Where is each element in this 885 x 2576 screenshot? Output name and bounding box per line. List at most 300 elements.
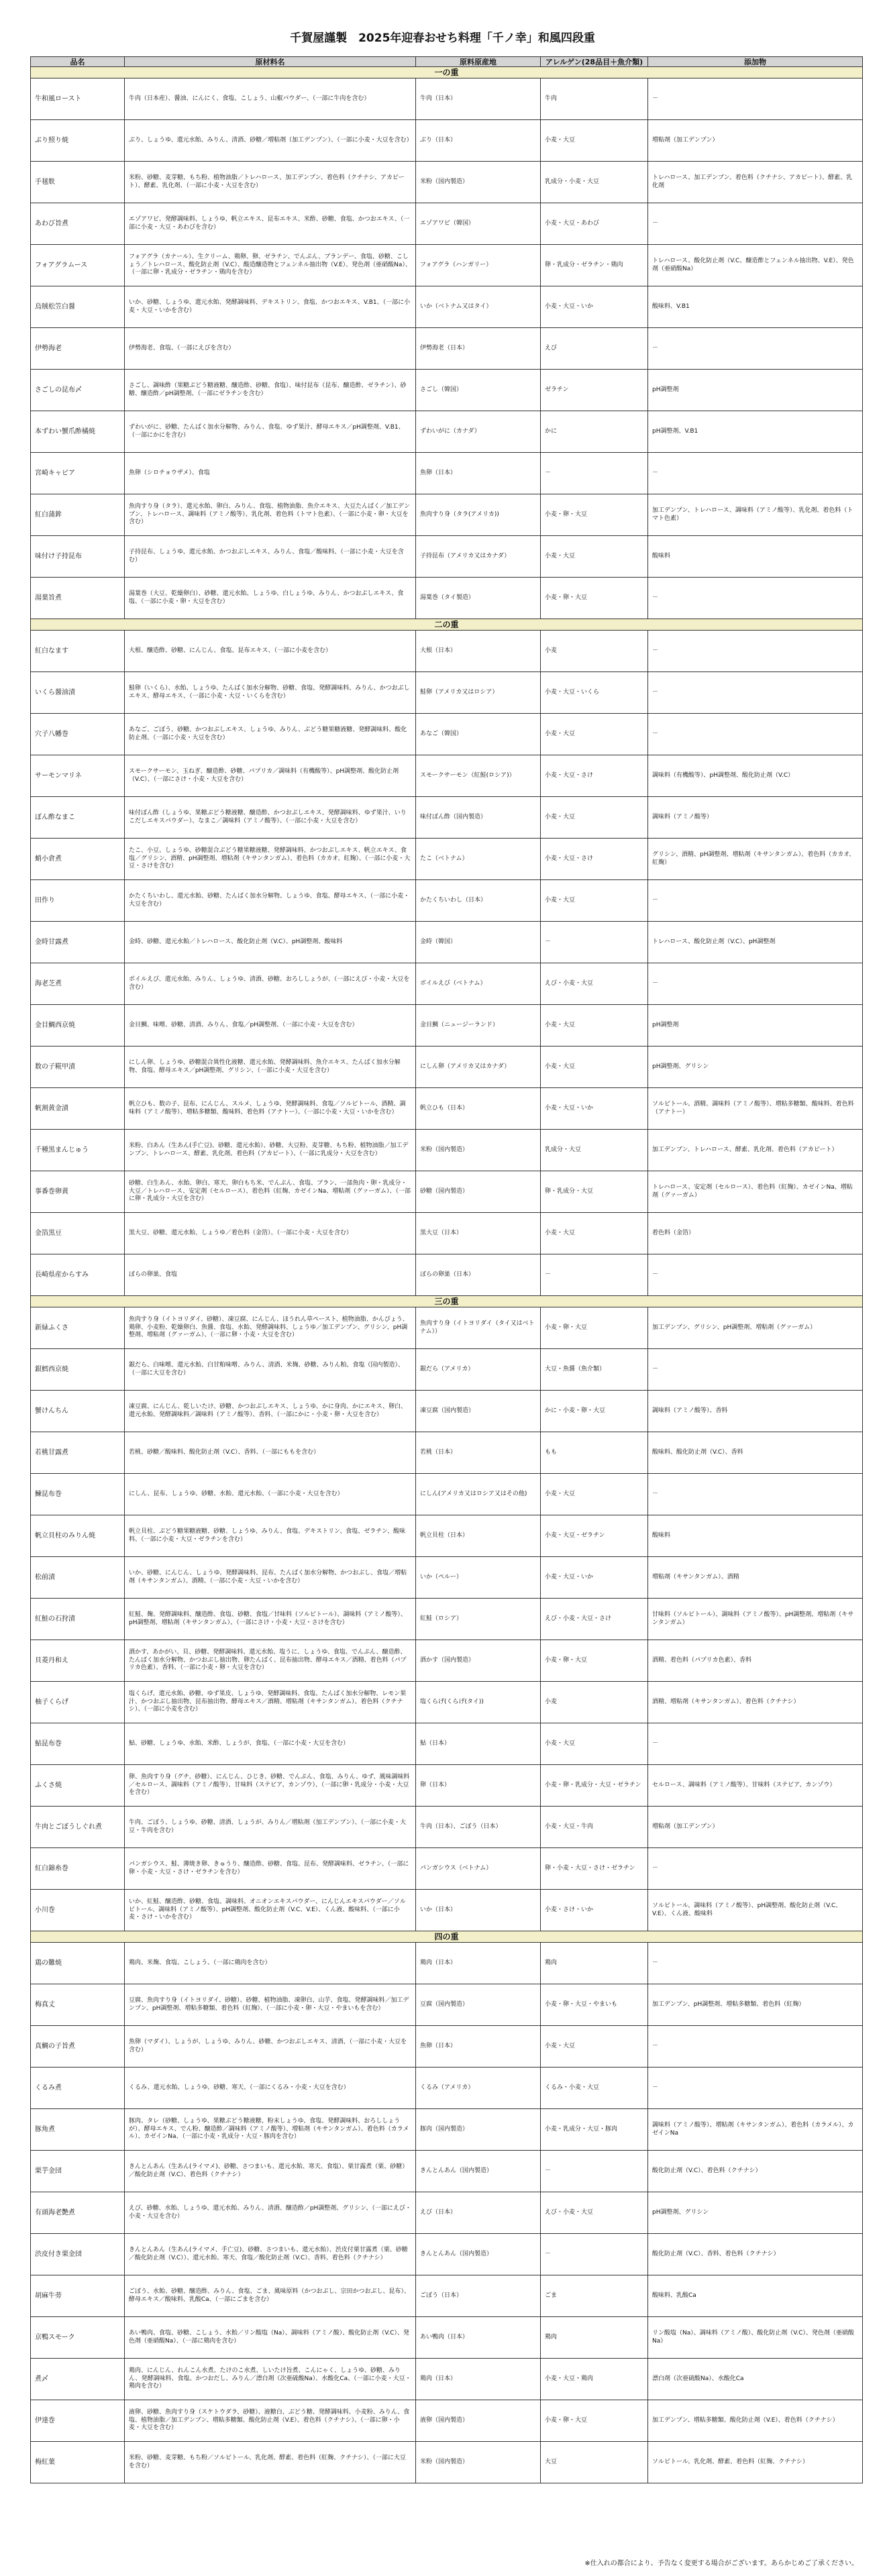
table-row [31,1474,863,1515]
cell-product-name: 栗芋金団 [31,2151,125,2192]
header-product-name: 品名 [31,57,125,67]
cell-allergens: 小麦・卵・大豆・やまいも [541,1984,648,2026]
cell-ingredients: 牛肉、ごぼう、しょうゆ、砂糖、清酒、しょうが、みりん／増粘剤（加工デンプン）、（一部に小麦・大豆・牛肉を含む） [125,1807,416,1848]
cell-origin: 紅鮭（ロシア） [416,1599,541,1640]
cell-additives: 加工デンプン、グリシン、pH調整剤、増粘剤（グァーガム） [648,1307,863,1349]
cell-ingredients: あなご、ごぼう、砂糖、かつおぶしエキス、しょうゆ、みりん、ぶどう糖果糖液糖、発酵調味料、酸化防止剤、（一部に小麦・大豆を含む） [125,714,416,755]
cell-ingredients: いか、砂糖、しょうゆ、還元水飴、発酵調味料、デキストリン、食塩、かつおエキス、V.B1、（一部に小麦・大豆・いかを含む） [125,286,416,328]
cell-allergens: 乳成分・小麦・大豆 [541,162,648,203]
table-row [31,411,863,453]
cell-allergens: 牛肉 [541,78,648,120]
cell-allergens: 小麦・大豆 [541,714,648,755]
cell-product-name: 本ずわい蟹爪酢橘焼 [31,411,125,453]
cell-additives: 加工デンプン、増粘多糖類、酸化防止剤（V.E）、着色料（クチナシ） [648,2400,863,2442]
cell-product-name: 梅真丈 [31,1984,125,2026]
table-row [31,1599,863,1640]
table-row [31,1130,863,1171]
cell-ingredients: エゾアワビ、発酵調味料、しょうゆ、帆立エキス、昆布エキス、米酢、砂糖、食塩、かつおエキス、（一部に小麦・大豆・あわびを含む） [125,203,416,245]
cell-ingredients: ボイルえび、還元水飴、みりん、しょうゆ、清酒、砂糖、おろししょうが、（一部にえび・小麦・大豆を含む） [125,963,416,1005]
cell-origin: 黒大豆（日本） [416,1213,541,1254]
cell-allergens: 卵・小麦・大豆・さけ・ゼラチン [541,1848,648,1890]
cell-additives: － [648,631,863,672]
cell-ingredients: いか、紅鮭、醸造酢、砂糖、食塩、調味料、オニオンエキスパウダー、にんじんエキスパウダー／ソルビトール、調味料（アミノ酸等）、pH調整剤、酸化防止剤（V.C、V.E）、くん液、酸味料、（一部に小麦・さけ・いかを含む） [125,1890,416,1931]
table-row [31,1046,863,1088]
cell-product-name: 田作り [31,880,125,922]
cell-allergens: えび・小麦・大豆 [541,2192,648,2234]
table-row [31,578,863,619]
table-row [31,1890,863,1931]
cell-additives: － [648,1474,863,1515]
header-ingredients: 原材料名 [125,57,416,67]
cell-allergens: えび・小麦・大豆・さけ [541,1599,648,1640]
cell-ingredients: 大根、醸造酢、砂糖、にんじん、食塩、昆布エキス、（一部に小麦を含む） [125,631,416,672]
cell-ingredients: ごぼう、水飴、砂糖、醸造酢、みりん、食塩、ごま、風味原料（かつおぶし、宗田かつおぶし、昆布）、酵母エキス／酸味料、乳酸Ca、（一部にごまを含む） [125,2275,416,2317]
header-additives: 添加物 [648,57,863,67]
cell-allergens: 小麦・大豆 [541,120,648,162]
cell-allergens: 小麦・大豆・いくら [541,672,648,714]
header-allergens: アレルゲン(28品目＋魚介類) [541,57,648,67]
cell-ingredients: きんとんあん（生あん(ライマメ)、砂糖、さつまいも、還元水飴、寒天、食塩）、栗甘露煮（栗、砂糖）／酸化防止剤（V.C）、着色料（クチナシ） [125,2151,416,2192]
cell-additives: pH調整剤、グリシン [648,2192,863,2234]
table-row [31,963,863,1005]
cell-additives: － [648,672,863,714]
cell-additives: pH調整剤、グリシン [648,1046,863,1088]
cell-allergens: くるみ・小麦・大豆 [541,2068,648,2109]
cell-ingredients: 砂糖、白生あん、水飴、卵白、寒天、卵白もち米、でんぷん、食塩、ブラン、一部魚肉・卵・乳成分・大豆／トレハロース、安定剤（セルロース）、着色料（紅麹、カゼインNa、増粘剤（グァーガム）、（一部に卵・乳成分・大豆を含む） [125,1171,416,1213]
table-row [31,453,863,494]
table-row [31,2234,863,2275]
cell-additives: － [648,2026,863,2068]
cell-ingredients: にしん卵、しょうゆ、砂糖混合異性化液糖、還元水飴、発酵調味料、魚介エキス、たんぱく加水分解物、食塩、酵母エキス／pH調整剤、グリシン、（一部に小麦・大豆を含む） [125,1046,416,1088]
cell-product-name: サーモンマリネ [31,755,125,797]
cell-additives: ソルビトール、調味料（アミノ酸等）、pH調整剤、酸化防止剤（V.C、V.E）、くん液、酸味料 [648,1890,863,1931]
table-row [31,2109,863,2151]
cell-allergens: 小麦 [541,631,648,672]
table-row [31,1984,863,2026]
cell-allergens: － [541,922,648,963]
cell-product-name: 有頭海老艶煮 [31,2192,125,2234]
cell-allergens: 大豆 [541,2442,648,2483]
cell-ingredients: 豆腐、魚肉すり身（イトヨリダイ、砂糖）、砂糖、植物油脂、凍卵白、山芋、食塩、発酵調味料／加工デンプン、pH調整剤、増粘多糖類、着色料（紅麹）、（一部に小麦・卵・大豆・やまいもを含む） [125,1984,416,2026]
cell-product-name: 紅白なます [31,631,125,672]
table-row [31,839,863,880]
cell-product-name: 胡麻牛蒡 [31,2275,125,2317]
cell-origin: いか（ベトナム又はタイ） [416,286,541,328]
cell-additives: 加工デンプン、トレハロース、酵素、乳化剤、着色料（アカビート） [648,1130,863,1171]
cell-ingredients: にしん、昆布、しょうゆ、砂糖、水飴、還元水飴、（一部に小麦・大豆を含む） [125,1474,416,1515]
cell-additives: 増粘剤（キサンタンガム）、酒精 [648,1557,863,1599]
cell-ingredients: 若桃、砂糖／酸味料、酸化防止剤（V.C）、香料、（一部にももを含む） [125,1432,416,1474]
table-row [31,714,863,755]
cell-allergens: ゼラチン [541,370,648,411]
cell-ingredients: 卵、魚肉すり身（グチ、砂糖）、にんじん、ひじき、砂糖、でんぷん、食塩、みりん、ゆず、風味調味料／セルロース、調味料（アミノ酸等）、甘味料（ステビア、カンゾウ）、（一部に卵・乳成分・小麦・大豆を含む） [125,1765,416,1807]
cell-origin: くるみ（アメリカ） [416,2068,541,2109]
cell-additives: － [648,880,863,922]
table-row [31,328,863,370]
cell-allergens: 小麦・大豆・ゼラチン [541,1515,648,1557]
table-row [31,1307,863,1349]
cell-ingredients: あい鴨肉、食塩、砂糖、こしょう、水飴／リン酸塩（Na）、調味料（アミノ酸）、酸化防止剤（V.C）、発色剤（亜硝酸Na）、（一部に鶏肉を含む） [125,2317,416,2359]
cell-allergens: 小麦・大豆 [541,1213,648,1254]
cell-allergens: 小麦・卵・大豆 [541,494,648,536]
cell-product-name: 梅紅葉 [31,2442,125,2483]
cell-ingredients: 牛肉（日本産）、醤油、にんにく、食塩、こしょう、山椒パウダー、（一部に牛肉を含む） [125,78,416,120]
table-row [31,2317,863,2359]
cell-product-name: 新緑ふくさ [31,1307,125,1349]
cell-origin: 魚肉すり身（タラ(アメリカ)) [416,494,541,536]
table-row [31,1088,863,1130]
cell-product-name: 帆立貝柱のみりん焼 [31,1515,125,1557]
cell-product-name: 手毬麩 [31,162,125,203]
table-row [31,1171,863,1213]
cell-ingredients: 黒大豆、砂糖、還元水飴、しょうゆ／着色料（金箔）、（一部に小麦・大豆を含む） [125,1213,416,1254]
cell-origin: きんとんあん（国内製造） [416,2234,541,2275]
cell-additives: ソルビトール、酒精、調味料（アミノ酸等）、増粘多糖類、酸味料、着色料（アナトー） [648,1088,863,1130]
cell-additives: 酸味料、酸化防止剤（V.C）、香料 [648,1432,863,1474]
cell-origin: エゾアワビ（韓国） [416,203,541,245]
section-label: 四の重 [31,1931,863,1943]
section-header-row [31,67,863,78]
table-row [31,797,863,839]
table-row [31,2151,863,2192]
cell-ingredients: 紅鮭、麹、発酵調味料、醸造酢、食塩、砂糖、食塩／甘味料（ソルビトール）、調味料（アミノ酸等）、pH調整剤、増粘剤（キサンタンガム）、（一部にさけ・小麦・大豆・さけを含む） [125,1599,416,1640]
cell-allergens: 小麦・大豆 [541,1723,648,1765]
cell-ingredients: 鶏肉、米麹、食塩、こしょう、（一部に鶏肉を含む） [125,1943,416,1984]
cell-allergens: 小麦・大豆 [541,1046,648,1088]
cell-additives: － [648,78,863,120]
table-row [31,1254,863,1296]
cell-additives: 加工デンプン、pH調整剤、増粘多糖類、着色料（紅麹） [648,1984,863,2026]
cell-product-name: 豚角煮 [31,2109,125,2151]
cell-origin: ぶり（日本） [416,120,541,162]
cell-ingredients: 液卵、砂糖、魚肉すり身（スケトウダラ、砂糖）、液糖白、ぶどう糖、発酵調味料、小麦粉、みりん、食塩、植物油脂／加工デンプン、増粘多糖類、酸化防止剤（V.E）、着色料（クチナシ）、（一部に卵・小麦・大豆を含む） [125,2400,416,2442]
cell-allergens: 小麦・卵・大豆 [541,578,648,619]
cell-product-name: 松前漬 [31,1557,125,1599]
cell-allergens: えび・小麦・大豆 [541,963,648,1005]
table-row [31,370,863,411]
cell-allergens: 小麦・大豆 [541,880,648,922]
cell-additives: 漂白剤（次亜硫酸Na）、水酸化Ca [648,2359,863,2400]
cell-product-name: フォアグラムース [31,245,125,286]
cell-origin: 魚卵（日本） [416,453,541,494]
cell-additives: 調味料（アミノ酸等） [648,797,863,839]
cell-ingredients: ずわいがに、砂糖、たんぱく加水分解物、みりん、食塩、ゆず果汁、酵母エキス／pH調整剤、V.B1、（一部にかにを含む） [125,411,416,453]
table-row [31,1349,863,1391]
cell-additives: ソルビトール、乳化剤、酵素、着色料（紅麹、クチナシ） [648,2442,863,2483]
cell-product-name: 千種黒まんじゅう [31,1130,125,1171]
cell-additives: 酸味料、乳酸Ca [648,2275,863,2317]
table-row [31,1723,863,1765]
cell-additives: 調味料（アミノ酸等）、増粘剤（キサンタンガム）、着色料（カラメル）、カゼインNa [648,2109,863,2151]
cell-ingredients: 米粉、砂糖、麦芽糖、もち粉／ソルビトール、乳化剤、酵素、着色料（紅麹、クチナシ）、（一部に大豆を含む） [125,2442,416,2483]
cell-origin: 卵（日本） [416,1765,541,1807]
cell-additives: 酸味料、V.B1 [648,286,863,328]
cell-additives: － [648,714,863,755]
cell-product-name: 味付け子持昆布 [31,536,125,578]
cell-additives: 酸化防止剤（V.C）、香料、着色料（クチナシ） [648,2234,863,2275]
cell-product-name: 帆割黄金漬 [31,1088,125,1130]
section-header-row [31,619,863,631]
cell-additives: 着色料（金箔） [648,1213,863,1254]
cell-allergens: ごま [541,2275,648,2317]
cell-product-name: 煮〆 [31,2359,125,2400]
cell-origin: 若桃（日本） [416,1432,541,1474]
cell-allergens: 卵・乳成分・ゼラチン・鶏肉 [541,245,648,286]
cell-origin: 酒かす（国内製造） [416,1640,541,1682]
cell-origin: フォアグラ（ハンガリー） [416,245,541,286]
table-header-row [31,57,863,67]
cell-product-name: 長崎県産からすみ [31,1254,125,1296]
cell-product-name: 伊達巻 [31,2400,125,2442]
table-row [31,2192,863,2234]
cell-product-name: 牛和風ロースト [31,78,125,120]
cell-origin: たこ（ベトナム） [416,839,541,880]
cell-origin: パンガシウス（ベトナム） [416,1848,541,1890]
cell-allergens: もも [541,1432,648,1474]
cell-origin: いか（日本） [416,1890,541,1931]
cell-ingredients: 鮭卵（いくら）、水飴、しょうゆ、たんぱく加水分解物、砂糖、食塩、発酵調味料、みりん、かつおぶしエキス、酵母エキス、（一部に小麦・大豆・いくらを含む） [125,672,416,714]
cell-origin: 米粉（国内製造） [416,2442,541,2483]
cell-ingredients: 鶏肉、にんじん、れんこん水煮、たけのこ水煮、しいたけ旨煮、こんにゃく、しょうゆ、砂糖、みりん、発酵調味料、食塩、かつおだし、みりん／漂白剤（次亜硫酸Na）、水酸化Ca、（一部に小麦・大豆・鶏肉を含む） [125,2359,416,2400]
cell-origin: 液卵（国内製造） [416,2400,541,2442]
cell-product-name: 京鴨スモーク [31,2317,125,2359]
cell-ingredients: 酒かす、あかがい、貝、砂糖、発酵調味料、還元水飴、塩うに、しょうゆ、食塩、でんぷん、醸造酢、たんぱく加水分解物、かつおぶし抽出物、卵たんぱく、昆布抽出物、酵母エキス／酒精、着色料（パプリカ色素）、香料、（一部に小麦・卵・大豆を含む） [125,1640,416,1682]
cell-allergens: 小麦・大豆・あわび [541,203,648,245]
cell-ingredients: 鮎、砂糖、しょうゆ、水飴、米酢、しょうが、食塩、（一部に小麦・大豆を含む） [125,1723,416,1765]
cell-ingredients: 豚肉、タレ（砂糖、しょうゆ、果糖ぶどう糖液糖、粉末しょうゆ、食塩、発酵調味料、おろししょうが）、酵母エキス、でん粉、醸造酢／調味料（アミノ酸等）、増粘剤（キサンタンガム）、着色料（カラメル）、カゼインNa、（一部に小麦・乳成分・大豆・豚肉を含む） [125,2109,416,2151]
cell-origin: にしん(アメリカ又はロシア又はその他) [416,1474,541,1515]
cell-origin: 米粉（国内製造） [416,162,541,203]
cell-origin: 大根（日本） [416,631,541,672]
table-row [31,494,863,536]
cell-origin: 金時（韓国） [416,922,541,963]
cell-additives: グリシン、酒精、pH調整剤、増粘剤（キサンタンガム）、着色料（カカオ、紅麹） [648,839,863,880]
cell-origin: 凍豆腐（国内製造） [416,1391,541,1432]
cell-ingredients: 帆立貝柱、ぶどう糖果糖液糖、砂糖、しょうゆ、みりん、食塩、デキストリン、食塩、ゼラチン、酸味料、（一部に小麦・大豆・ゼラチンを含む） [125,1515,416,1557]
cell-origin: ごぼう（日本） [416,2275,541,2317]
cell-allergens: 小麦・卵・大豆 [541,1307,648,1349]
section-label: 二の重 [31,619,863,631]
cell-origin: 味付ぼん酢（国内製造） [416,797,541,839]
cell-product-name: 蛸小倉煮 [31,839,125,880]
cell-origin: さごし（韓国） [416,370,541,411]
table-row [31,203,863,245]
table-row [31,1005,863,1046]
cell-product-name: あわび旨煮 [31,203,125,245]
cell-additives: 加工デンプン、トレハロース、調味料（アミノ酸等）、乳化剤、着色料（トマト色素） [648,494,863,536]
cell-origin: 塩くらげ(くらげ(タイ)) [416,1682,541,1723]
cell-origin: いか（ペルー） [416,1557,541,1599]
cell-allergens: 小麦・大豆 [541,1474,648,1515]
cell-origin: 銀だら（アメリカ） [416,1349,541,1391]
table-row [31,1943,863,1984]
cell-origin: 牛肉（日本）、ごぼう（日本） [416,1807,541,1848]
cell-ingredients: 米粉、白あん（生あん(手亡豆)、砂糖、還元水飴）、砂糖、大豆粉、麦芽糖、もち粉、植物油脂／加工デンプン、トレハロース、酵素、乳化剤、着色料（アカビート）、（一部に乳成分・大豆を含む） [125,1130,416,1171]
cell-additives: 甘味料（ソルビトール）、調味料（アミノ酸等）、pH調整剤、増粘剤（キサンタンガム） [648,1599,863,1640]
table-row [31,2275,863,2317]
cell-additives: － [648,1943,863,1984]
cell-origin: 魚肉すり身（イトヨリダイ（タイ又はベトナム）） [416,1307,541,1349]
table-row [31,880,863,922]
table-row [31,1765,863,1807]
cell-origin: ボイルえび（ベトナム） [416,963,541,1005]
cell-product-name: 金箔黒豆 [31,1213,125,1254]
cell-product-name: 紅白蒲鉾 [31,494,125,536]
cell-additives: － [648,1848,863,1890]
cell-origin: スモークサーモン（紅鮭(ロシア)） [416,755,541,797]
table-row [31,1213,863,1254]
cell-product-name: 数の子糀甲漬 [31,1046,125,1088]
cell-product-name: 貝菱丹和え [31,1640,125,1682]
cell-additives: リン酸塩（Na）、調味料（アミノ酸）、酸化防止剤（V.C）、発色剤（亜硝酸Na） [648,2317,863,2359]
cell-product-name: 鰊昆布巻 [31,1474,125,1515]
cell-product-name: 真鯛の子旨煮 [31,2026,125,2068]
table-row [31,1557,863,1599]
section-header-row [31,1931,863,1943]
cell-ingredients: フォアグラ（カナール）、生クリーム、鶏卵、卵、ゼラチン、でんぷん、ブランデー、食塩、砂糖、こしょう／トレハロース、酸化防止剤（V.C）、酸造醸造物とフェンネル抽出物（V.E）、発色剤（亜硝酸Na）、（一部に卵・乳成分・ゼラチン・鶏肉を含む） [125,245,416,286]
cell-additives: 酸味料 [648,1515,863,1557]
table-row [31,286,863,328]
ingredient-table [30,56,863,2483]
cell-ingredients: 金時、砂糖、還元水飴／トレハロース、酸化防止剤（V.C）、pH調整剤、酸味料 [125,922,416,963]
cell-product-name: 伊勢海老 [31,328,125,370]
cell-allergens: 鶏肉 [541,2317,648,2359]
cell-additives: 調味料（アミノ酸等）、香料 [648,1391,863,1432]
cell-origin: きんとんあん（国内製造） [416,2151,541,2192]
cell-allergens: 小麦・大豆・鶏肉 [541,2359,648,2400]
cell-allergens: 小麦・卵・大豆 [541,1640,648,1682]
cell-origin: 魚卵（日本） [416,2026,541,2068]
cell-product-name: 海老芝煮 [31,963,125,1005]
cell-allergens: 小麦・大豆 [541,536,648,578]
cell-product-name: いくら醤油漬 [31,672,125,714]
cell-ingredients: ぶり、しょうゆ、還元水飴、みりん、清酒、砂糖／増粘剤（加工デンプン）、（一部に小麦・大豆を含む） [125,120,416,162]
cell-product-name: 金目鯛西京焼 [31,1005,125,1046]
cell-origin: えび（日本） [416,2192,541,2234]
cell-allergens: － [541,2234,648,2275]
cell-allergens: 小麦・大豆 [541,2026,648,2068]
cell-origin: 鶏肉（日本） [416,1943,541,1984]
cell-ingredients: えび、砂糖、水飴、しょうゆ、還元水飴、みりん、清酒、醸造酢／pH調整剤、グリシン、（一部にえび・小麦・大豆を含む） [125,2192,416,2234]
cell-origin: 鶏肉（日本） [416,2359,541,2400]
cell-additives: － [648,328,863,370]
cell-ingredients: 銀だら、白味噌、還元水飴、白甘粕味噌、みりん、清酒、米麹、砂糖、みりん粕、食塩（国内製造）、（一部に大豆を含む） [125,1349,416,1391]
cell-product-name: ぶり照り焼 [31,120,125,162]
cell-ingredients: 米粉、砂糖、麦芽糖、もち粉、植物油脂／トレハロース、加工デンプン、着色料（クチナシ、アカビート）、酵素、乳化剤、（一部に小麦・大豆を含む） [125,162,416,203]
cell-product-name: 穴子八幡巻 [31,714,125,755]
cell-allergens: かに・小麦・卵・大豆 [541,1391,648,1432]
cell-allergens: 小麦・乳成分・大豆・豚肉 [541,2109,648,2151]
cell-allergens: － [541,1254,648,1296]
cell-product-name: ぼん酢なまこ [31,797,125,839]
cell-origin: 帆立貝柱（日本） [416,1515,541,1557]
footer-note: ※仕入れの都合により、予告なく変更する場合がございます。あらかじめご了承ください。 [584,2560,858,2567]
cell-product-name: くるみ煮 [31,2068,125,2109]
cell-ingredients: 魚卵（シロチョウザメ）、食塩 [125,453,416,494]
cell-additives: － [648,203,863,245]
cell-additives: pH調整剤 [648,370,863,411]
cell-ingredients: ぼらの卵巣、食塩 [125,1254,416,1296]
cell-origin: あい鴨肉（日本） [416,2317,541,2359]
cell-origin: 湯葉巻（タイ製造） [416,578,541,619]
cell-additives: トレハロース、酸化防止剤（V.C、醸造酢とフェンネル抽出物、V.E）、発色剤（亜硝酸Na） [648,245,863,286]
cell-allergens: えび [541,328,648,370]
table-row [31,1391,863,1432]
cell-additives: セルロース、調味料（アミノ酸等）、甘味料（ステビア、カンゾウ） [648,1765,863,1807]
table-row [31,2026,863,2068]
table-row [31,2068,863,2109]
table-row [31,162,863,203]
cell-allergens: かに [541,411,648,453]
cell-origin: 伊勢海老（日本） [416,328,541,370]
cell-ingredients: 帆立ひも、数の子、昆布、にんじん、スルメ、しょうゆ、発酵調味料、食塩／ソルビトール、酒精、調味料（アミノ酸等）、増粘多糖類、酸味料、着色料（アナトー）、（一部に小麦・大豆・いかを含む） [125,1088,416,1130]
cell-ingredients: さごし、調味酢（果糖ぶどう糖液糖、醸造酢、砂糖、食塩）、味付昆布（昆布、醸造酢、ゼラチン）、砂糖、醸造酢／pH調整剤、（一部にゼラチンを含む） [125,370,416,411]
table-row [31,1515,863,1557]
cell-allergens: 小麦・大豆・いか [541,286,648,328]
cell-allergens: 小麦・大豆・さけ [541,839,648,880]
table-row [31,1848,863,1890]
cell-product-name: 烏賊松笠白醤 [31,286,125,328]
section-label: 一の重 [31,67,863,78]
cell-additives: － [648,1723,863,1765]
cell-ingredients: 湯葉巻（大豆、乾燥卵白）、砂糖、還元水飴、しょうゆ、白しょうゆ、みりん、かつおぶしエキス、食塩、（一部に小麦・卵・大豆を含む） [125,578,416,619]
cell-origin: 牛肉（日本） [416,78,541,120]
cell-product-name: さごしの昆布〆 [31,370,125,411]
cell-allergens: 小麦・大豆・いか [541,1557,648,1599]
cell-additives: pH調整剤、V.B1 [648,411,863,453]
table-body [31,67,863,2483]
section-header-row [31,1296,863,1307]
cell-product-name: 湯葉旨煮 [31,578,125,619]
table-row [31,755,863,797]
cell-product-name: 渋皮付き栗金団 [31,2234,125,2275]
cell-product-name: ふくさ焼 [31,1765,125,1807]
cell-allergens: 大豆・魚醤（魚介類） [541,1349,648,1391]
cell-product-name: 事番巻卵黄 [31,1171,125,1213]
cell-allergens: 鶏肉 [541,1943,648,1984]
cell-additives: 酒精、着色料（パプリカ色素）、香料 [648,1640,863,1682]
cell-ingredients: たこ、小豆、しょうゆ、砂糖混合ぶどう糖果糖液糖、発酵調味料、かつおぶしエキス、帆立エキス、食塩／グリシン、酒精、pH調整剤、増粘剤（キサンタンガム）、着色料（カカオ、紅麹）、（一部に小麦・大豆・さけを含む） [125,839,416,880]
cell-allergens: － [541,2151,648,2192]
cell-product-name: 柚子くらげ [31,1682,125,1723]
cell-product-name: 若桃甘露煮 [31,1432,125,1474]
cell-origin: 砂糖（国内製造） [416,1171,541,1213]
cell-ingredients: 子持昆布、しょうゆ、還元水飴、かつおぶしエキス、みりん、食塩／酸味料、（一部に小麦・大豆を含む） [125,536,416,578]
cell-allergens: 小麦・卵・大豆 [541,2400,648,2442]
cell-origin: 豆腐（国内製造） [416,1984,541,2026]
cell-product-name: 宮崎キャビア [31,453,125,494]
cell-additives: － [648,963,863,1005]
cell-additives: 増粘剤（加工デンプン） [648,120,863,162]
cell-allergens: 小麦 [541,1682,648,1723]
table-row [31,245,863,286]
cell-product-name: 鶏の難焼 [31,1943,125,1984]
cell-additives: 増粘剤（加工デンプン） [648,1807,863,1848]
cell-origin: 帆立ひも（日本） [416,1088,541,1130]
cell-ingredients: 魚肉すり身（タラ）、還元水飴、卵白、みりん、食塩、植物油脂、魚介エキス、大豆たんぱく／加工デンプン、トレハロース、調味料（アミノ酸等）、乳化剤、着色料（トマト色素）、（一部に小麦・卵・大豆を含む） [125,494,416,536]
table-row [31,631,863,672]
cell-origin: 米粉（国内製造） [416,1130,541,1171]
table-row [31,536,863,578]
cell-additives: － [648,453,863,494]
table-row [31,922,863,963]
cell-allergens: 小麦・卵・乳成分・大豆・ゼラチン [541,1765,648,1807]
cell-ingredients: パンガシウス、鮭、薄焼き卵、きゅうり、醸造酢、砂糖、食塩、昆布、発酵調味料、ゼラチン、（一部に卵・小麦・大豆・さけ・ゼラチンを含む） [125,1848,416,1890]
cell-product-name: 紅白錦糸巻 [31,1848,125,1890]
cell-origin: 鮎（日本） [416,1723,541,1765]
cell-allergens: 小麦・さけ・いか [541,1890,648,1931]
cell-additives: － [648,1254,863,1296]
